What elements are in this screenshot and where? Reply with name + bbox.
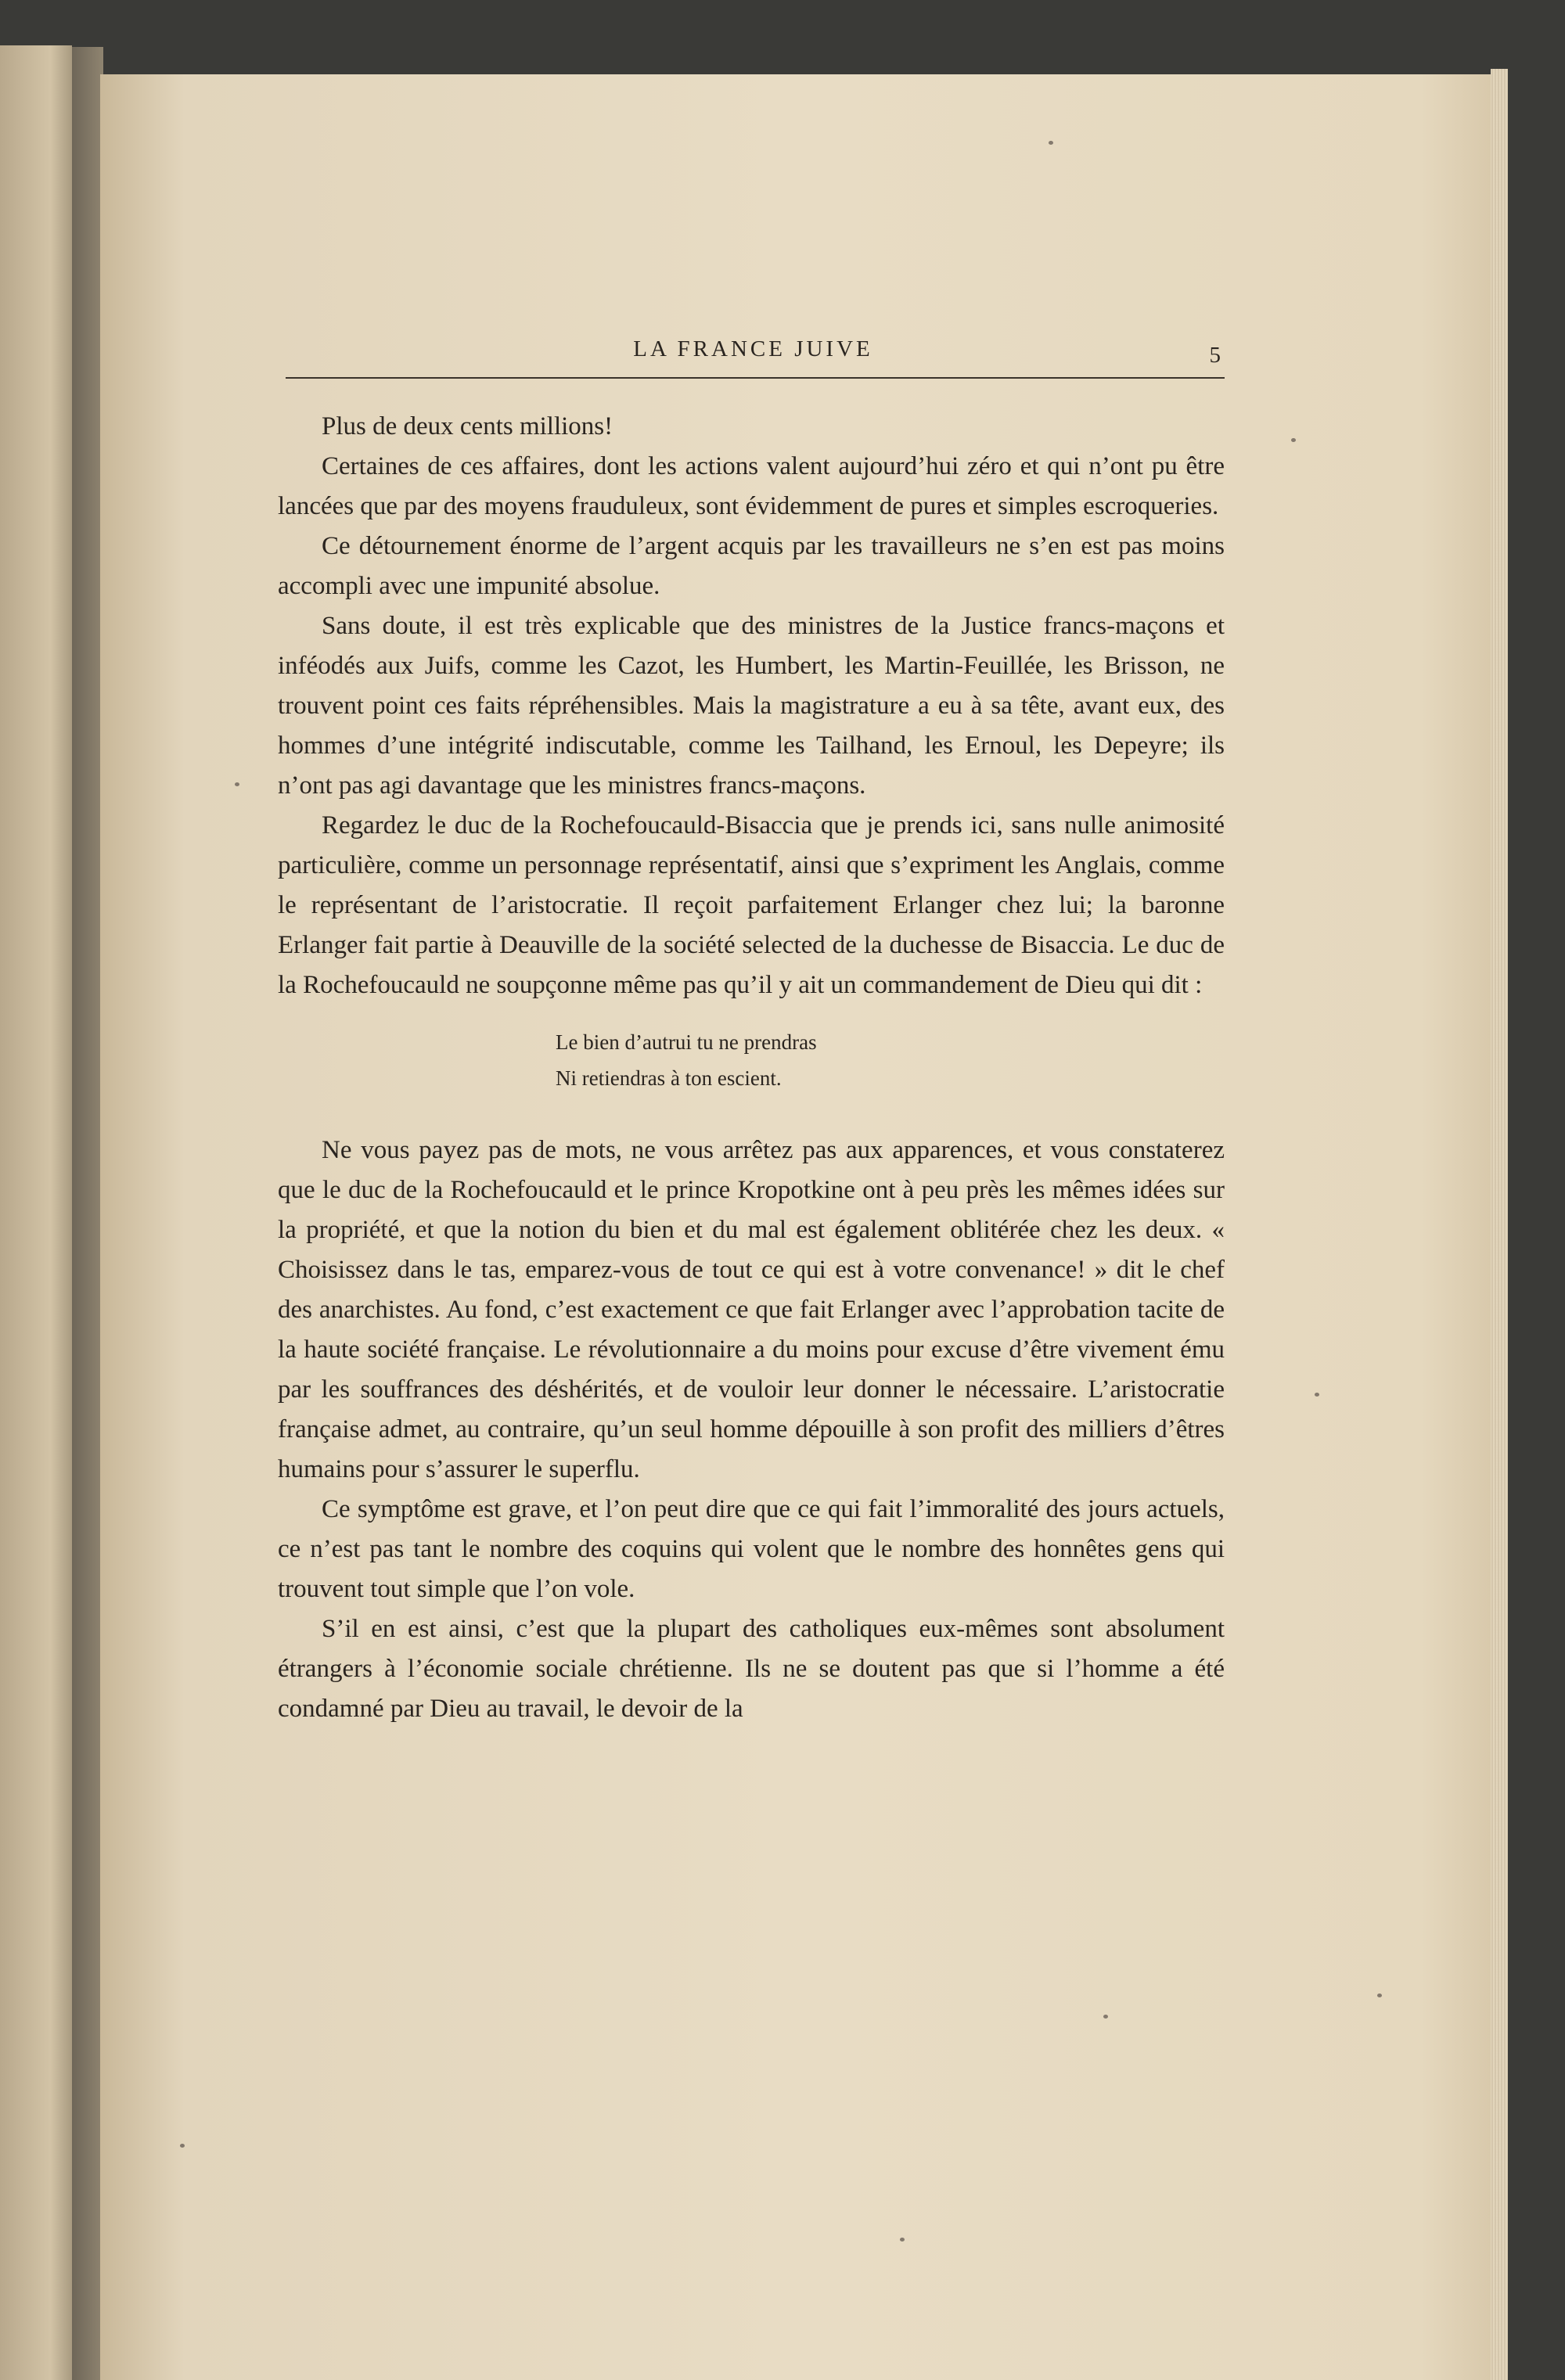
paragraph: Certaines de ces affaires, dont les actions valent aujourd’hui zéro et qui n’ont pu être lancées que par des moyens frauduleux, sont évidemment de pures et simples escroqueries. xyxy=(278,452,1225,520)
paper-speck xyxy=(1291,438,1296,442)
paper-speck xyxy=(900,2238,905,2242)
running-title: LA FRANCE JUIVE xyxy=(633,336,873,361)
verse-quote xyxy=(278,1024,1225,1096)
paragraph: Ce symptôme est grave, et l’on peut dire que ce qui fait l’immoralité des jours actuels, ce n’est pas tant le nombre des coquins qui volent que le nombre des honnêtes gens qui trouvent tout simple que l’on vole. xyxy=(278,1495,1225,1603)
paragraph: Sans doute, il est très explicable que des ministres de la Justice francs-maçons et inféodés aux Juifs, comme les Cazot, les Humbert, les Martin-Feuillée, les Brisson, ne trouvent point ces faits répréhensibles. Mais la magistrature a eu à sa tête, avant eux, des hommes d’une intégrité indiscutable, comme les Tailhand, les Ernoul, les Depeyre; ils n’ont pas agi davantage que les ministres francs-maçons. xyxy=(278,612,1225,800)
body-text xyxy=(278,407,1225,1729)
paper-speck xyxy=(180,2144,185,2148)
page-number: 5 xyxy=(1209,343,1221,368)
page-header xyxy=(286,329,1221,383)
paragraph: S’il en est ainsi, c’est que la plupart des catholiques eux-mêmes sont absolument étrangers à l’économie sociale chrétienne. Ils ne se doutent pas que si l’homme a été condamné par Dieu au travail, le devoir de la xyxy=(278,1615,1225,1723)
facing-page-edge xyxy=(0,45,72,2380)
paper-speck xyxy=(1049,141,1053,145)
paragraph: Ce détournement énorme de l’argent acquis par les travailleurs ne s’en est pas moins accompli avec une impunité absolue. xyxy=(278,532,1225,600)
page-stack-edge xyxy=(1491,69,1508,2380)
paragraph: Ne vous payez pas de mots, ne vous arrêtez pas aux apparences, et vous constaterez que le duc de la Rochefoucauld et le prince Kropotkine ont à peu près les mêmes idées sur la propriété, et que la notion du bien et du mal est également oblitérée chez les deux. « Choisissez dans le tas, emparez-vous de tout ce qui est à votre convenance! » dit le chef des anarchistes. Au fond, c’est exactement ce que fait Erlanger avec l’approbation tacite de la haute société française. Le révolutionnaire a du moins pour excuse d’être vivement ému par les souffrances des déshérités, et de vouloir leur donner le nécessaire. L’aristocratie française admet, au contraire, qu’un seul homme dépouille à son profit des milliers d’êtres humains pour s’assurer le superflu. xyxy=(278,1136,1225,1483)
book-gutter xyxy=(72,47,103,2380)
paper-speck xyxy=(1315,1393,1319,1397)
paper-speck xyxy=(1103,2015,1108,2019)
paper-speck xyxy=(1377,1994,1382,1997)
paragraph: Plus de deux cents millions! xyxy=(322,412,613,440)
paragraph: Regardez le duc de la Rochefoucauld-Bisaccia que je prends ici, sans nulle animosité particulière, comme un personnage représentatif, ainsi que s’expriment les Anglais, comme le représentant de l’aristocratie. Il reçoit parfaitement Erlanger chez lui; la baronne Erlanger fait partie à Deauville de la société selected de la duchesse de Bisaccia. Le duc de la Rochefoucauld ne soupçonne même pas qu’il y ait un commandement de Dieu qui dit : xyxy=(278,811,1225,999)
verse-line: Ni retiendras à ton escient. xyxy=(556,1066,782,1090)
header-rule xyxy=(286,377,1225,379)
verse-line: Le bien d’autrui tu ne prendras xyxy=(556,1030,817,1054)
paper-speck xyxy=(235,782,239,786)
